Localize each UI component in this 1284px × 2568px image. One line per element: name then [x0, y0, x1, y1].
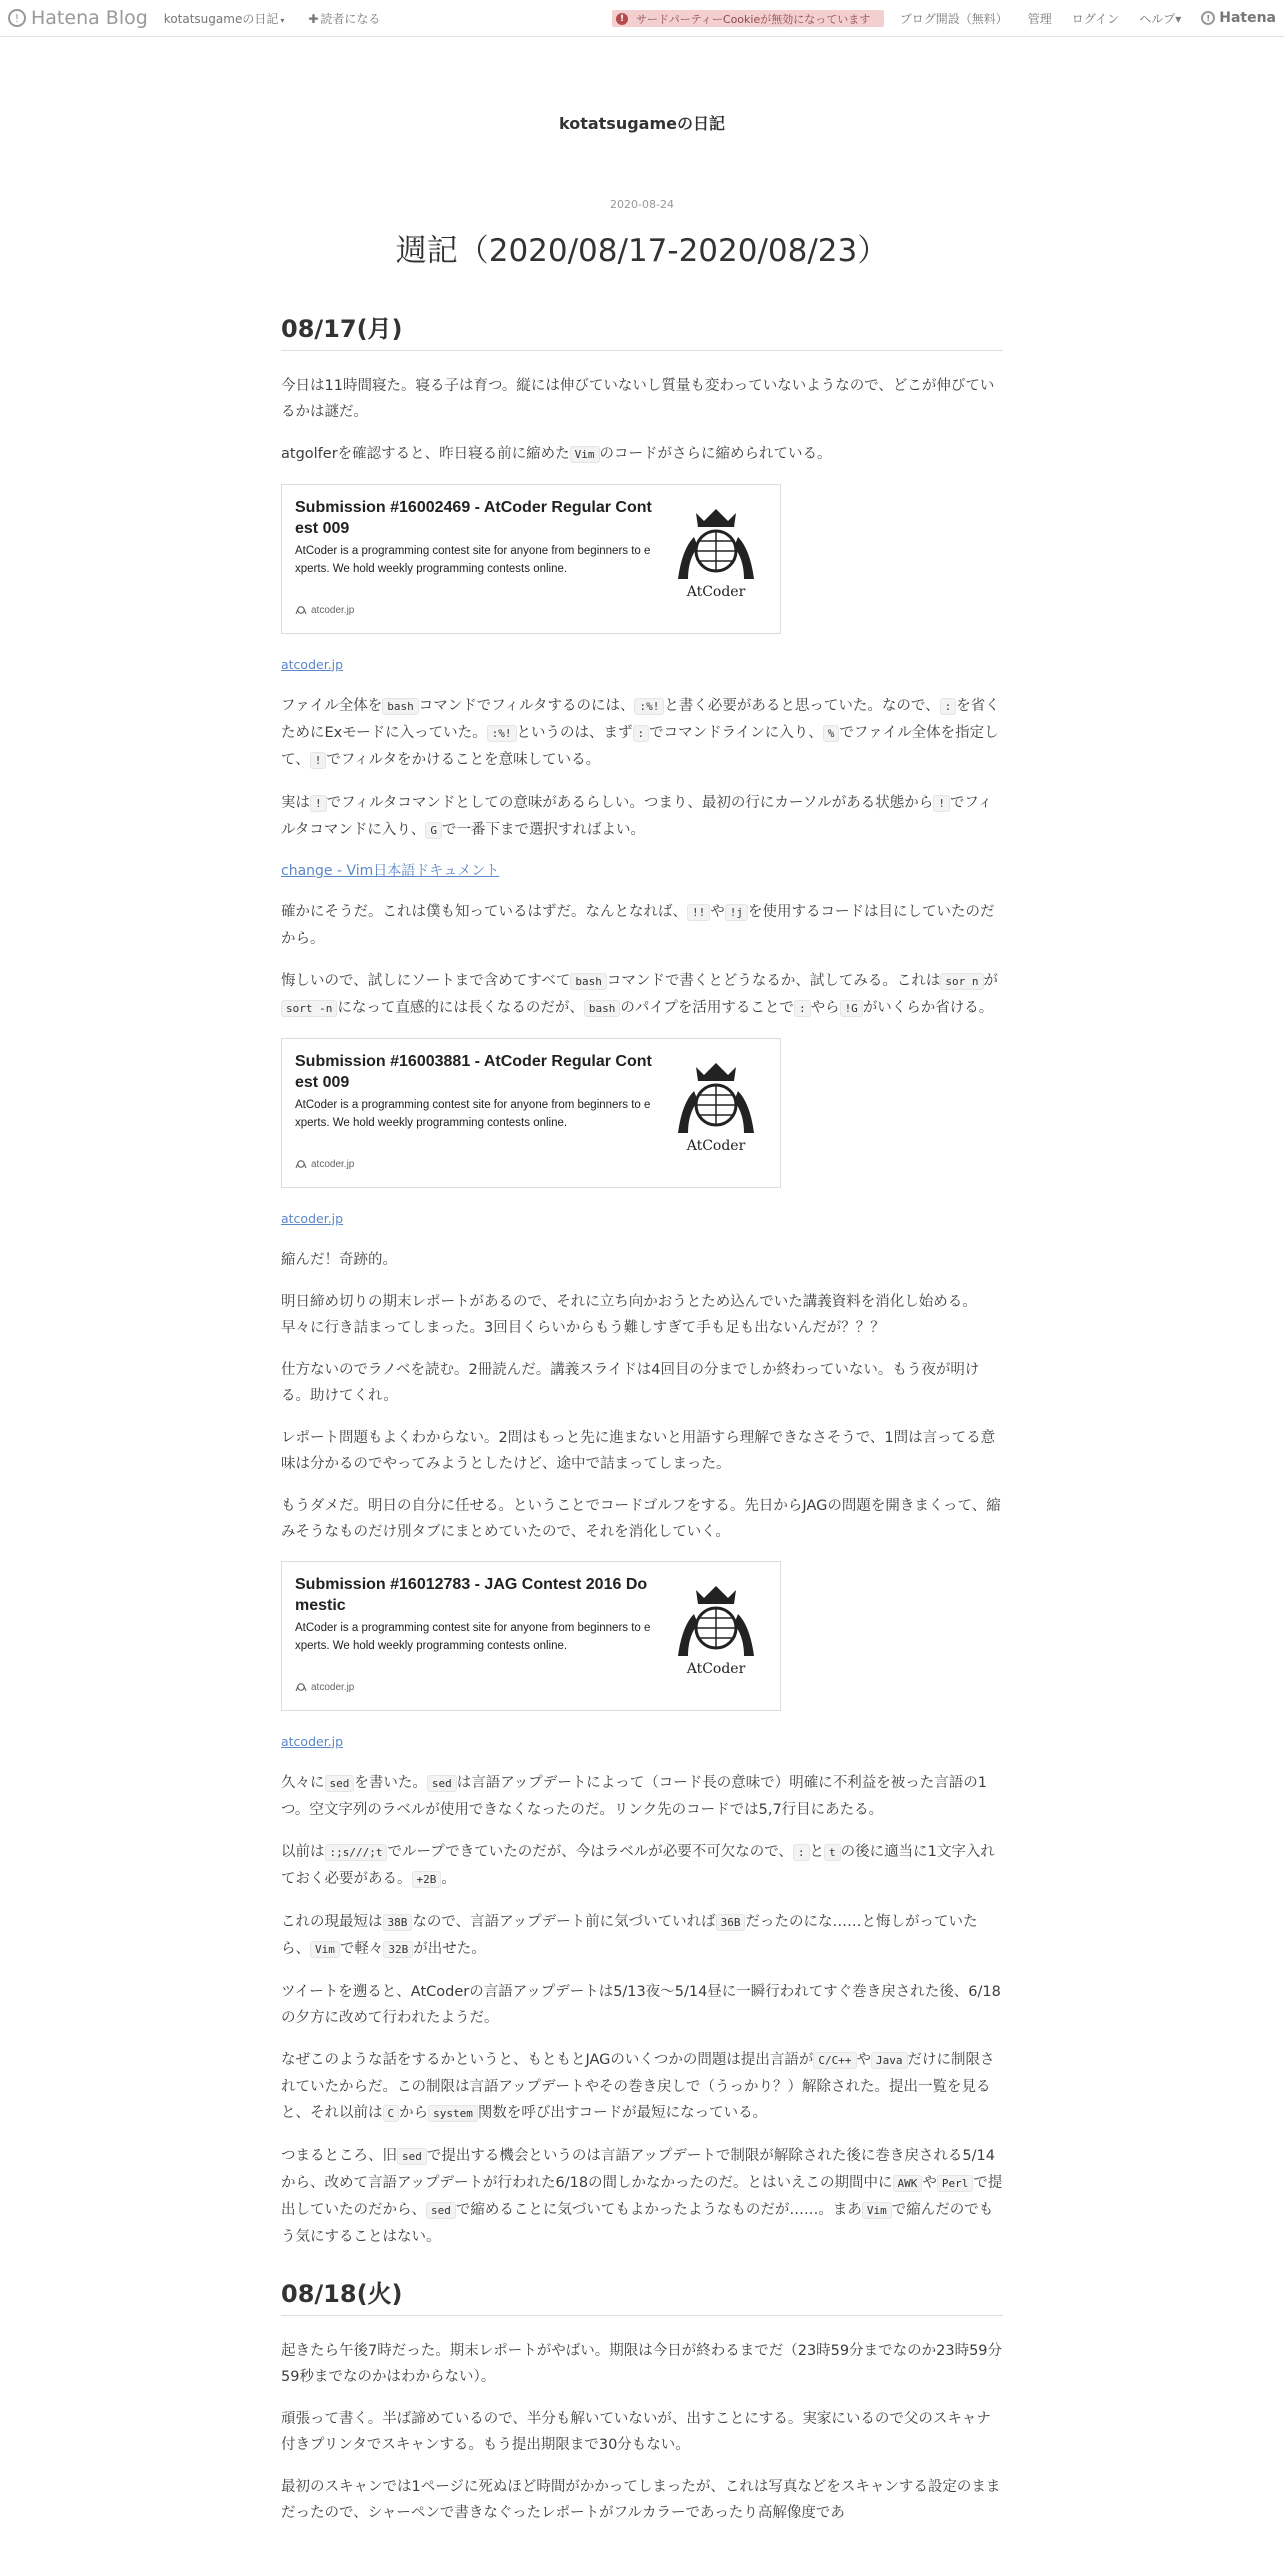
help-label: ヘルプ — [1139, 11, 1176, 26]
caret-down-icon: ▾ — [280, 15, 285, 25]
atcoder-favicon-icon — [295, 605, 307, 615]
hatena-logo-icon: ! — [1201, 11, 1215, 25]
warning-icon: ! — [616, 13, 628, 25]
section-heading: 08/18(火) — [281, 2274, 1003, 2316]
paragraph: もうダメだ。明日の自分に任せる。ということでコードゴルフをする。先日からJAGの問題を開きまくって、縮みそうなものだけ別タブにまとめていたので、それを消化していく。 — [281, 1497, 1001, 1540]
paragraph: 久々に sed を書いた。 sed は言語アップデートによって（コード長の意味で）明確に不利益を被った言語の1つ。空文字列のラベルが使用できなくなったのだ。リンク先のコードでは5,7行目にあたる。 — [281, 1774, 987, 1818]
paragraph: 悔しいので、試しにソートまで含めてすべて bash コマンドで書くとどうなるか、試してみる。これは sor n がsort -n になって直感的には長くなるのだが、 bash のパイプを活用することで : やら !G がいくらか省ける。 — [281, 972, 999, 1016]
login-link[interactable]: ログイン — [1071, 11, 1120, 26]
paragraph: レポート問題もよくわからない。2問はもっと先に進まないと用語すら理解できなさそうで、1問は言ってる意味は分かるのでやってみようとしたけど、途中で詰まってしまった。 — [281, 1429, 996, 1472]
inline-code: Vim — [570, 446, 600, 463]
section-heading: 08/17(月) — [281, 309, 1003, 351]
blog-menu-dropdown[interactable] — [164, 10, 285, 27]
paragraph: 最初のスキャンでは1ページに死ぬほど時間がかかってしまったが、これは写真などをスキャンする設定のままだったので、シャーペンで書きなぐったレポートがフルカラーであったり高解像度であ — [281, 2478, 1001, 2521]
caret-down-icon: ▾ — [1175, 11, 1182, 26]
svg-text:AtCoder: AtCoder — [686, 1137, 746, 1153]
entry-date[interactable]: 2020-08-24 — [610, 198, 674, 211]
hatena-blog-logo[interactable] — [8, 7, 148, 29]
embed-card-site[interactable]: atcoder.jp — [295, 1159, 354, 1170]
embed-card-title[interactable]: Submission #16003881 - AtCoder Regular Contest 009 — [295, 1052, 652, 1091]
embed-card-description: AtCoder is a programming contest site for anyone from beginners to experts. We hold weekly programming contests online. — [295, 544, 651, 575]
plus-icon: ✚ — [308, 11, 319, 26]
paragraph: 実は ! でフィルタコマンドとしての意味があるらしい。つまり、最初の行にカーソルがある状態から ! でフィルタコマンドに入り、 G で一番下まで選択すればよい。 — [281, 794, 993, 838]
atcoder-logo-icon — [666, 499, 766, 599]
embed-card[interactable] — [281, 484, 781, 634]
paragraph: 頑張って書く。半ば諦めているので、半分も解いていないが、出すことにする。実家にいるので父のスキャナ付きプリンタでスキャンする。もう提出期限まで30分もない。 — [281, 2410, 991, 2453]
paragraph: 縮んだ！奇跡的。 — [281, 1251, 397, 1268]
blog-title[interactable]: kotatsugameの日記 — [559, 114, 725, 133]
paragraph: 仕方ないのでラノベを読む。2冊読んだ。講義スライドは4回目の分までしか終わっていない。もう夜が明ける。助けてくれ。 — [281, 1361, 980, 1404]
vim-doc-link[interactable]: change - Vim日本語ドキュメント — [281, 862, 500, 879]
help-menu[interactable] — [1139, 10, 1181, 27]
embed-source-link[interactable]: atcoder.jp — [281, 656, 344, 672]
subscribe-label: 読者になる — [320, 11, 381, 26]
hatena-logo-icon: ! — [8, 9, 26, 27]
embed-card-site[interactable]: atcoder.jp — [295, 605, 354, 616]
blog-menu-label: kotatsugameの日記 — [163, 11, 279, 26]
subscribe-button[interactable] — [308, 10, 380, 27]
paragraph: つまるところ、旧 sed で提出する機会というのは言語アップデートで制限が解除された後に巻き戻される5/14から、改めて言語アップデートが行われた6/18の間しかなかったのだ。とはいえこの期間中に AWK や Perl で提出していたのだから、 sed で縮めることに気づいてもよかったようなものだが……。まあ Vim で縮んだのでもう気にすることはない。 — [281, 2147, 1003, 2245]
paragraph: 確かにそうだ。これは僕も知っているはずだ。なんとなれば、 !! や !j を使用するコードは目にしていたのだから。 — [281, 903, 995, 947]
paragraph: 今日は11時間寝た。寝る子は育つ。縦には伸びていないし質量も変わっていないようなので、どこが伸びているかは謎だ。 — [281, 377, 995, 420]
paragraph: 起きたら午後7時だった。期末レポートがやばい。期限は今日が終わるまでだ（23時59分までなのか23時59分59秒までなのかはわからない）。 — [281, 2342, 1003, 2385]
atcoder-logo-icon — [666, 1053, 766, 1153]
embed-card-title[interactable]: Submission #16012783 - JAG Contest 2016 Domestic — [295, 1575, 648, 1614]
paragraph: これの現最短は 38B なので、言語アップデート前に気づいていれば 36B だったのにな……と悔しがっていたら、 Vim で軽々 32B が出せた。 — [281, 1913, 978, 1957]
embed-card-site[interactable]: atcoder.jp — [295, 1682, 354, 1693]
entry-title[interactable]: 週記（2020/08/17-2020/08/23） — [395, 233, 889, 269]
atcoder-logo-icon — [666, 1576, 766, 1676]
atcoder-favicon-icon — [295, 1682, 307, 1692]
paragraph: atgolferを確認すると、昨日寝る前に縮めた Vim のコードがさらに縮められている。 — [281, 445, 832, 462]
paragraph: ツイートを遡ると、AtCoderの言語アップデートは5/13夜～5/14昼に一瞬行われてすぐ巻き戻された後、6/18の夕方に改めて行われたようだ。 — [281, 1983, 1001, 2026]
global-header — [0, 0, 1284, 37]
open-blog-link[interactable]: ブログ開設（無料） — [899, 11, 1008, 26]
entry-content — [281, 291, 1003, 2526]
cookie-warning-badge[interactable] — [612, 10, 884, 27]
svg-text:AtCoder: AtCoder — [686, 1660, 746, 1676]
embed-card[interactable] — [281, 1561, 781, 1711]
hatena-brand-link[interactable] — [1201, 10, 1276, 26]
brand-label: Hatena Blog — [31, 7, 148, 29]
paragraph: 明日締め切りの期末レポートがあるので、それに立ち向かおうとため込んでいた講義資料を消化し始める。早々に行き詰まってしまった。3回目くらいからもう難しすぎて手も足も出ないんだが？？？ — [281, 1293, 977, 1336]
embed-card-description: AtCoder is a programming contest site for anyone from beginners to experts. We hold weekly programming contests online. — [295, 1098, 651, 1129]
paragraph: 以前は :;s///;t でループできていたのだが、今はラベルが必要不可欠なので、 : と t の後に適当に1文字入れておく必要がある。 +2B 。 — [281, 1843, 995, 1887]
embed-source-link[interactable]: atcoder.jp — [281, 1733, 344, 1749]
cookie-warning-text: サードパーティーCookieが無効になっています — [636, 12, 871, 26]
hatena-brand-label: Hatena — [1219, 10, 1276, 26]
svg-text:AtCoder: AtCoder — [686, 583, 746, 599]
atcoder-favicon-icon — [295, 1159, 307, 1169]
paragraph: なぜこのような話をするかというと、もともとJAGのいくつかの問題は提出言語が C/C++ や Java だけに制限されていたからだ。この制限は言語アップデートやその巻き戻しで（うっかり？）解除された。提出一覧を見ると、それ以前は C から system 関数を呼び出すコードが最短になっている。 — [281, 2051, 995, 2121]
embed-card[interactable] — [281, 1038, 781, 1188]
embed-card-description: AtCoder is a programming contest site for anyone from beginners to experts. We hold weekly programming contests online. — [295, 1621, 651, 1652]
embed-card-title[interactable]: Submission #16002469 - AtCoder Regular Contest 009 — [295, 498, 652, 537]
paragraph: ファイル全体を bash コマンドでフィルタするのには、 :%! と書く必要があると思っていた。なので、 : を省くためにExモードに入っていた。 :%! というのは、まず : でコマンドラインに入り、 % でファイル全体を指定して、 ! でフィルタをかけることを意味している。 — [281, 697, 1000, 768]
admin-link[interactable]: 管理 — [1027, 11, 1052, 26]
embed-source-link[interactable]: atcoder.jp — [281, 1210, 344, 1226]
